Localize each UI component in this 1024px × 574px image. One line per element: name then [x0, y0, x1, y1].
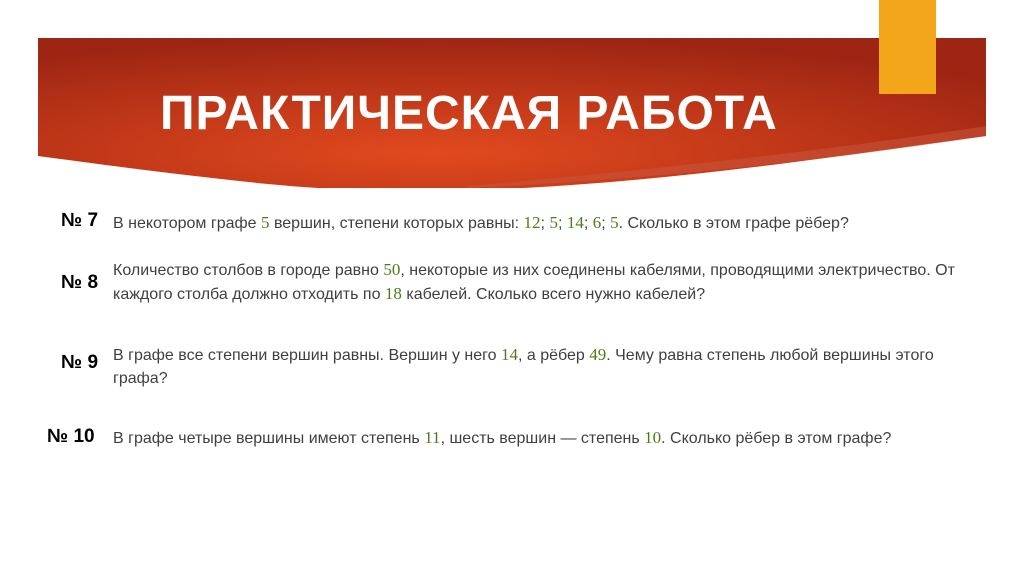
task-text-run: ;	[540, 215, 550, 232]
task-number: 5	[549, 213, 558, 232]
task-text-run: кабелей. Сколько всего нужно кабелей?	[401, 286, 706, 303]
task-text-run: . Сколько рёбер в этом графе?	[661, 430, 892, 447]
task-number: 50	[383, 260, 401, 279]
task-line	[113, 426, 1013, 450]
task-number: 49	[589, 345, 607, 364]
task-number: 11	[424, 428, 441, 447]
task-text-run: вершин, степени которых равны:	[269, 215, 524, 232]
task-text-run: В некотором графе	[113, 215, 262, 232]
task-text-run: , а рёбер	[517, 347, 590, 364]
accent-tab	[879, 0, 936, 94]
task-text-run: каждого столба должно отходить по	[113, 286, 385, 303]
task-number: 6	[592, 213, 602, 232]
task-line	[113, 258, 1013, 282]
task-text-run: Количество столбов в городе равно	[113, 262, 384, 279]
task-text-run: , шесть вершин — степень	[440, 430, 645, 447]
task-text-run: графа?	[113, 370, 168, 387]
task-line	[113, 343, 1013, 367]
task-text-run: В графе четыре вершины имеют степень	[113, 430, 425, 447]
task-number: 18	[384, 284, 402, 303]
task-7-text	[113, 211, 993, 235]
task-number: 14	[500, 345, 518, 364]
task-text-run: ;	[583, 215, 593, 232]
task-number: 10	[644, 428, 662, 447]
task-text-run: ;	[601, 215, 611, 232]
task-10-label: № 10	[47, 426, 95, 447]
task-7-label: № 7	[61, 210, 99, 231]
task-number: 5	[610, 213, 619, 232]
task-text-run: В графе все степени вершин равны. Вершин у него	[113, 347, 501, 364]
task-10-text	[113, 426, 1013, 450]
task-line	[113, 211, 993, 235]
task-line	[113, 367, 1013, 390]
task-number: 12	[523, 213, 541, 232]
task-text-run: , некоторые из них соединены кабелями, проводящими электричество. От	[400, 262, 955, 279]
task-8-label: № 8	[61, 272, 99, 293]
task-text-run: . Чему равна степень любой вершины этого	[606, 347, 934, 364]
task-number: 5	[261, 213, 270, 232]
task-line	[113, 282, 1013, 306]
task-text-run: . Сколько в этом графе рёбер?	[618, 215, 849, 232]
task-8-text	[113, 258, 1013, 306]
task-number: 14	[566, 213, 584, 232]
task-9-text	[113, 343, 1013, 390]
slide-title: ПРАКТИЧЕСКАЯ РАБОТА	[160, 87, 778, 140]
task-9-label: № 9	[61, 352, 99, 373]
task-text-run: ;	[557, 215, 567, 232]
